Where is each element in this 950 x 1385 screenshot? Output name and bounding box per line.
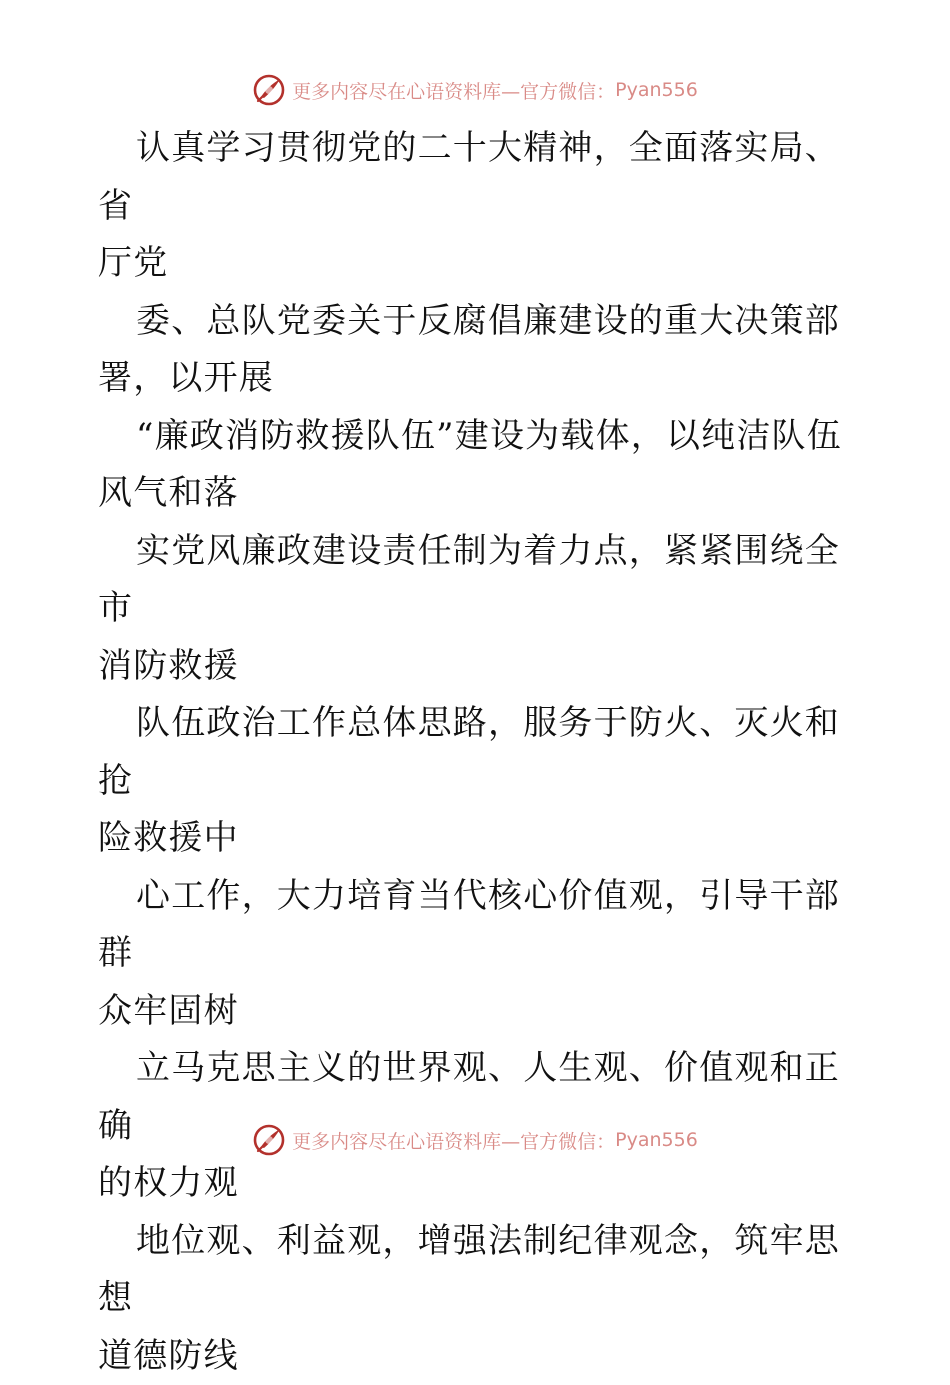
document-body: [98, 120, 858, 1385]
paragraph-tail: 的权力观: [98, 1155, 858, 1213]
paragraph-line: 委、总队党委关于反腐倡廉建设的重大决策部: [136, 301, 840, 341]
paragraph-4: [98, 523, 858, 696]
watermark-text: 更多内容尽在心语资料库—官方微信：: [292, 77, 615, 104]
paragraph-line: 心工作，大力培育当代核心价值观，引导干部群: [98, 876, 840, 974]
watermark-wechat-id: Pyan556: [615, 79, 698, 101]
paragraph-tail: 风气和落: [98, 465, 858, 523]
paragraph-line: 地位观、利益观，增强法制纪律观念，筑牢思想: [98, 1221, 840, 1319]
paragraph-3: [98, 408, 858, 523]
paragraph-line: 认真学习贯彻党的二十大精神，全面落实局、省: [98, 128, 840, 226]
paragraph-line: “廉政消防救援队伍”建设为载体，以纯洁队伍: [136, 416, 842, 456]
paragraph-2: [98, 293, 858, 408]
paragraph-6: [98, 868, 858, 1041]
footer-watermark: [0, 1120, 950, 1160]
paragraph-line: 队伍政治工作总体思路，服务于防火、灭火和抢: [98, 703, 840, 801]
paragraph-1: [98, 120, 858, 293]
paragraph-tail: 险救援中: [98, 810, 858, 868]
quill-logo-icon: [252, 1123, 286, 1157]
paragraph-tail: 众牢固树: [98, 983, 858, 1041]
paragraph-tail: 消防救援: [98, 638, 858, 696]
paragraph-line: 立马克思主义的世界观、人生观、价值观和正确: [98, 1048, 840, 1146]
paragraph-line: 实党风廉政建设责任制为着力点，紧紧围绕全市: [98, 531, 840, 629]
paragraph-tail: 厅党: [98, 235, 858, 293]
paragraph-tail: 署，以开展: [98, 350, 858, 408]
watermark-text: 更多内容尽在心语资料库—官方微信：: [292, 1127, 615, 1154]
header-watermark: [0, 70, 950, 110]
paragraph-5: [98, 695, 858, 868]
paragraph-tail: 道德防线: [98, 1328, 858, 1385]
quill-logo-icon: [252, 73, 286, 107]
watermark-wechat-id: Pyan556: [615, 1129, 698, 1151]
paragraph-8: [98, 1213, 858, 1385]
